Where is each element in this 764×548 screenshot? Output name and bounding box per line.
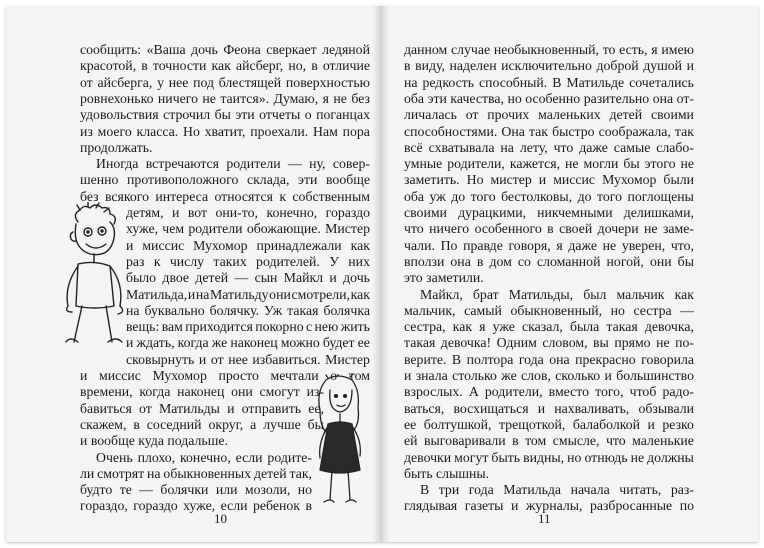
- left-page: [6, 6, 380, 542]
- text-line: ваться, восхищаться и нахваливать, обзывали: [404, 400, 694, 416]
- text-line: в виду, наделен исключительно доброй душой и: [404, 58, 694, 74]
- text-line: хуже, чем родители обожающие. Мистер: [126, 221, 370, 237]
- text-line: будто те — болячки или мозоли, но: [80, 482, 312, 498]
- book-spread: [6, 6, 758, 542]
- text-line: ровнехонько ничего не таится». Думаю, я не без: [80, 90, 370, 106]
- text-line: вползи она в дом со сломанной ногой, они бы: [404, 253, 694, 269]
- text-line: данном случае необыкновенный, то есть, я имею: [404, 42, 694, 57]
- text-line: на буквально болячку. Уж такая болячка: [126, 302, 370, 318]
- text-line: ли смотрят на обыкновенных детей так,: [80, 465, 312, 481]
- text-line: из моего класса. Но хватит, проехали. Нам пора: [80, 123, 370, 139]
- text-line: продолжать.: [80, 139, 153, 155]
- text-line: бавиться от Матильды и отправить ее,: [80, 400, 324, 416]
- text-line: ей выговаривали в том смысле, что маленькие: [404, 433, 694, 449]
- text-line: удовольствия строчил бы эти отчеты о поганцах: [80, 107, 370, 123]
- text-line: Иногда встречаются родители — ну, совер-: [96, 156, 370, 172]
- text-line: заметить. Но мистер и миссис Мухомор были: [404, 172, 694, 188]
- text-line: вещь: вам приходится покорно с нею жить: [126, 319, 370, 335]
- text-line: красотой, в точности как айсберг, но, в отличие: [80, 58, 370, 74]
- text-line: сестра, как я уже сказал, была такая девочка,: [404, 319, 694, 335]
- text-line: Матильда, и на Матильду они смотрели, как: [126, 286, 370, 302]
- text-line: личалась от прочих маленьких детей своими: [404, 107, 694, 123]
- text-line: и знала столько же слов, сколько и большинство: [404, 368, 694, 383]
- text-line: и миссис Мухомор принадлежали как: [126, 237, 370, 253]
- text-line: на редкость способный. В Матильде сочетались: [404, 74, 694, 90]
- text-line: оба эти качества, но особенно разительно она от-: [404, 90, 694, 106]
- left-page-number: 10: [214, 511, 227, 526]
- text-line: без всякого интереса относятся к собственным: [80, 188, 370, 204]
- text-line: ее болтушкой, трещоткой, балаболкой и резко: [404, 416, 694, 432]
- boy-sketch-icon: [48, 202, 138, 352]
- text-line: Очень плохо, конечно, если родите-: [96, 449, 312, 465]
- text-line: способностями. Она так быстро соображала, так: [404, 123, 694, 139]
- text-line: всё схватывала на лету, что даже самые слабо-: [404, 139, 694, 155]
- text-line: взрослых. А родители, вместо того, чтоб радо-: [404, 384, 694, 400]
- text-line: умные родители, кажется, не могли бы этого не: [404, 156, 694, 172]
- text-line: верите. В полтора года она прекрасно говорила: [404, 351, 694, 367]
- text-line: сковырнуть и от нее избавиться. Мистер: [126, 351, 370, 367]
- text-line: раз к числу таких родителей. У них: [126, 253, 370, 269]
- text-line: скажем, в соседний округ, а лучше бы: [80, 416, 324, 432]
- text-line: оба уж до того бестолковы, до того поглощены: [404, 188, 694, 204]
- text-line: времени, когда наконец они смогут из-: [80, 384, 324, 400]
- text-line: шенно противоположного склада, эти вообще: [80, 172, 370, 188]
- text-line: от айсберга, у нее под блестящей поверхностью: [80, 74, 370, 90]
- text-line: быть слышны.: [404, 465, 490, 481]
- text-line: было двое детей — сын Майкл и дочь: [126, 270, 370, 286]
- text-line: В три года Матильда начала читать, раз-: [420, 482, 694, 498]
- text-line: что ничего особенного в своей дочери не заме-: [404, 221, 694, 237]
- text-line: сообщить: «Ваша дочь Феона сверкает ледяной: [80, 42, 370, 57]
- right-page: [382, 6, 758, 542]
- text-line: мальчик, самый обыкновенный, но сестра —: [404, 302, 694, 318]
- right-page-number: 11: [538, 511, 551, 526]
- text-line: своими дурацкими, никчемными делишками,: [404, 205, 694, 220]
- text-line: такая девочка! Одним словом, вы прямо не по-: [404, 335, 694, 351]
- text-line: гораздо, гораздо хуже, если ребенок в: [80, 498, 312, 514]
- text-line: и ждать, когда же наконец можно будет ее: [126, 335, 370, 351]
- girl-sketch-icon: [308, 374, 370, 506]
- text-line: детям, и вот они-то, конечно, гораздо: [126, 205, 370, 220]
- text-line: глядывая газеты и журналы, разбросанные по: [404, 498, 694, 514]
- text-line: Майкл, брат Матильды, был мальчик как: [420, 286, 694, 302]
- text-line: девочки могут быть видны, но отнюдь не должны: [404, 449, 694, 465]
- text-line: и вообще куда подальше.: [80, 433, 228, 449]
- text-line: и миссис Мухомор просто мечтали о том: [80, 368, 370, 383]
- text-line: это заметили.: [404, 270, 484, 286]
- text-line: чали. По правде говоря, я даже не уверен, что,: [404, 237, 694, 253]
